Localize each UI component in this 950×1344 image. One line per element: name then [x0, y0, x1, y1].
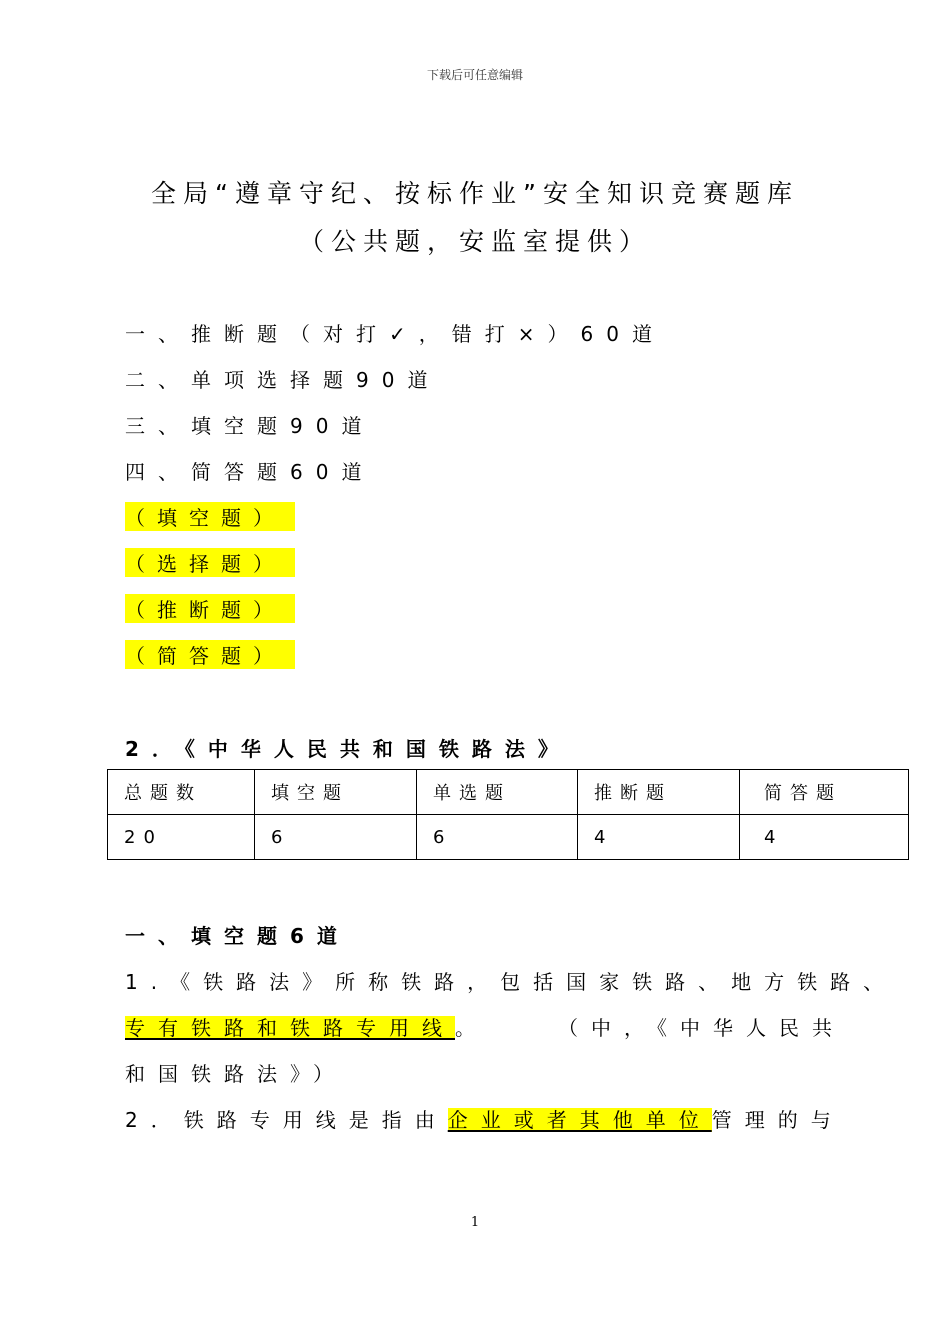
link-judgement[interactable] — [125, 594, 295, 623]
toc-item-3: 三、填空题90道 — [125, 414, 375, 438]
table-header: 单选题 — [417, 770, 578, 815]
table-header: 总题数 — [108, 770, 255, 815]
q1-line1: 1.《铁路法》所称铁路，包括国家铁路、地方铁路、 — [125, 970, 897, 994]
table-header: 推断题 — [578, 770, 740, 815]
part-title: 一、填空题6道 — [125, 924, 350, 948]
page-subtitle: （公共题，安监室提供） — [298, 227, 651, 256]
toc-item-2: 二、单项选择题90道 — [125, 368, 441, 392]
stats-table — [107, 769, 909, 860]
link-fill-blank-label: （填空题） — [125, 502, 295, 531]
q1-note-part2: 和国铁路法》） — [125, 1062, 346, 1086]
table-cell: 4 — [740, 815, 909, 860]
q1-answer: 专有铁路和铁路专用线 — [125, 1016, 455, 1040]
link-short-answer-label: （简答题） — [125, 640, 295, 669]
header-note: 下载后可任意编辑 — [426, 68, 523, 82]
q2-prefix: 2．铁路专用线是指由 — [125, 1108, 448, 1132]
toc-item-4: 四、简答题60道 — [125, 460, 375, 484]
link-short-answer[interactable] — [125, 640, 295, 669]
q2-answer: 企业或者其他单位 — [447, 1108, 712, 1132]
table-row — [108, 815, 909, 860]
toc-item-1: 一、推断题（对打✓，错打×）60道 — [125, 322, 665, 346]
table-header-row — [108, 770, 909, 815]
table-header: 填空题 — [255, 770, 417, 815]
link-fill-blank[interactable] — [125, 502, 295, 531]
link-choice-label: （选择题） — [125, 548, 295, 577]
section-title: 2．《中华人民共和国铁路法》 — [125, 737, 571, 761]
q1-line2 — [125, 1012, 845, 1041]
page-title: 全局“遵章守纪、按标作业”安全知识竞赛题库 — [151, 179, 799, 208]
q1-note-part1: （中，《中华人民共 — [558, 1016, 845, 1040]
q2-suffix: 管理的与 — [711, 1108, 844, 1132]
link-choice[interactable] — [125, 548, 295, 577]
table-cell: 20 — [108, 815, 255, 860]
q2-line1 — [125, 1104, 844, 1133]
link-judgement-label: （推断题） — [125, 594, 295, 623]
table-cell: 4 — [578, 815, 740, 860]
table-cell: 6 — [417, 815, 578, 860]
table-cell: 6 — [255, 815, 417, 860]
page-number: 1 — [470, 1215, 480, 1230]
q1-after-answer: 。 — [455, 1016, 488, 1040]
table-header: 简答题 — [740, 770, 909, 815]
